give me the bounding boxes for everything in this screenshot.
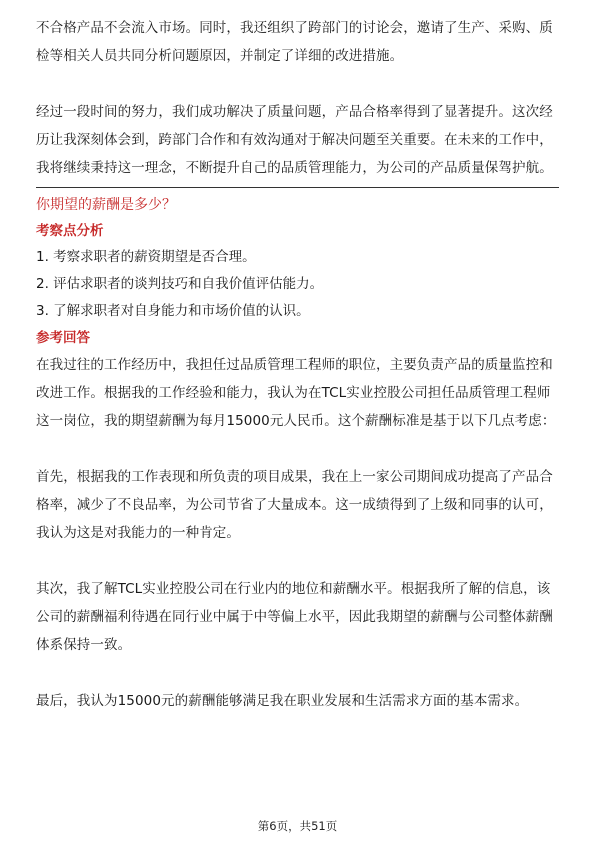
answer-paragraph: 最后，我认为15000元的薪酬能够满足我在职业发展和生活需求方面的基本需求。 [36, 693, 529, 709]
analysis-heading: 考察点分析 [36, 223, 104, 239]
answer-paragraph: 其次，我了解TCL实业控股公司在行业内的地位和薪酬水平。根据我所了解的信息，该公司的薪酬福利待遇在同行业中属于中等偏上水平，因此我期望的薪酬与公司整体薪酬体系保持一致。 [36, 581, 553, 653]
analysis-item: 1. 考察求职者的薪资期望是否合理。 [36, 249, 256, 265]
question-title: 你期望的薪酬是多少？ [36, 197, 176, 213]
document-page [36, 14, 559, 715]
answer-paragraph: 首先，根据我的工作表现和所负责的项目成果，我在上一家公司期间成功提高了产品合格率，减少了不良品率，为公司节省了大量成本。这一成绩得到了上级和同事的认可，我认为这是对我能力的一种肯定。 [36, 469, 553, 541]
analysis-item: 3. 了解求职者对自身能力和市场价值的认识。 [36, 303, 310, 319]
prev-answer-paragraph-1: 不合格产品不会流入市场。同时，我还组织了跨部门的讨论会，邀请了生产、采购、质检等相关人员共同分析问题原因，并制定了详细的改进措施。 [36, 20, 553, 64]
page-number-footer: 第6页，共51页 [257, 819, 338, 833]
prev-answer-paragraph-2: 经过一段时间的努力，我们成功解决了质量问题，产品合格率得到了显著提升。这次经历让我深刻体会到，跨部门合作和有效沟通对于解决问题至关重要。在未来的工作中，我将继续秉持这一理念，不断提升自己的品质管理能力，为公司的产品质量保驾护航。 [36, 104, 553, 176]
answer-paragraph: 在我过往的工作经历中，我担任过品质管理工程师的职位，主要负责产品的质量监控和改进工作。根据我的工作经验和能力，我认为在TCL实业控股公司担任品质管理工程师这一岗位，我的期望薪酬为每月15000元人民币。这个薪酬标准是基于以下几点考虑： [36, 357, 556, 429]
answer-heading: 参考回答 [36, 330, 90, 346]
analysis-item: 2. 评估求职者的谈判技巧和自我价值评估能力。 [36, 276, 324, 292]
section-divider [36, 187, 559, 188]
